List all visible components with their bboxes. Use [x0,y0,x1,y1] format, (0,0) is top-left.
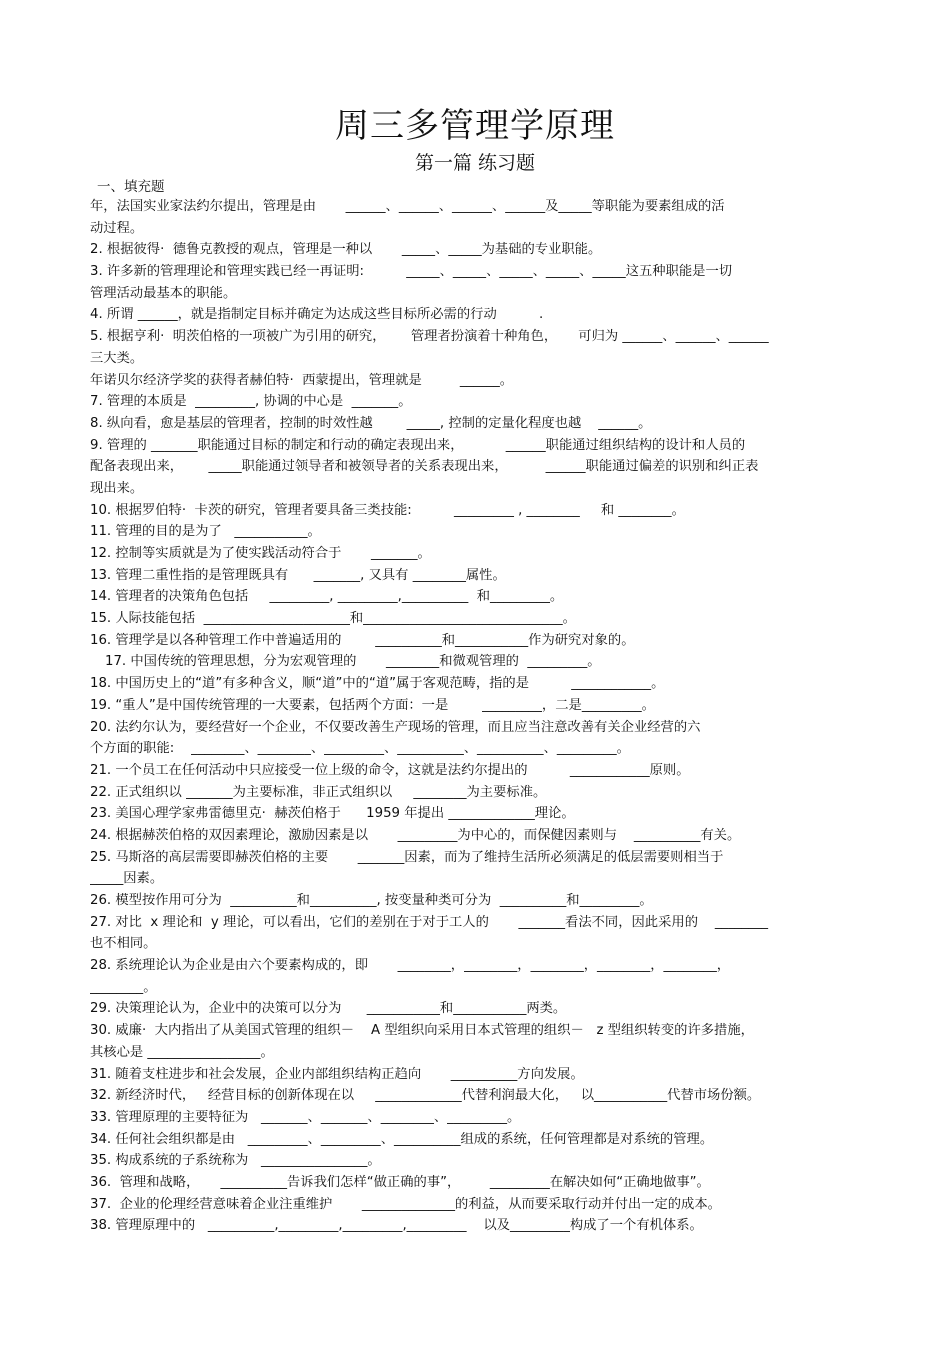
question-line: 2. 根据彼得· 德鲁克教授的观点，管理是一种以 _____、_____为基础的专业职能。 [90,242,602,258]
question-line: 13. 管理二重性指的是管理既具有 _______, 又具有 ________属性。 [90,567,506,583]
section-heading: 一、填充题 [97,179,165,195]
question-line: 25. 马斯洛的高层需要即赫茨伯格的主要 _______因素，而为了维持生活所必须满足的低层需要则相当于 [90,849,724,865]
question-line: 33. 管理原理的主要特征为 _______、_______、________、_________。 [90,1109,521,1125]
question-line: 个方面的职能: ________、________、_________、__________、__________、_________。 [90,741,630,757]
question-line: 3. 许多新的管理理论和管理实践已经一再证明: _____、_____、_____、_____、_____这五种职能是一切 [90,264,733,280]
question-line: 37. 企业的伦理经营意味着企业注重维护 ______________的利益，从而要采取行动并付出一定的成本。 [90,1196,721,1212]
question-line: 12. 控制等实质就是为了使实践活动符合于 _______。 [90,546,431,561]
question-line: 20. 法约尔认为，要经营好一个企业，不仅要改善生产现场的管理，而且应当注意改善有关企业经营的六 [90,719,701,735]
document-subtitle: 第一篇 练习题 [414,152,536,174]
question-line: 22. 正式组织以 _______为主要标准，非正式组织以 ________为主要标准。 [90,784,547,800]
question-line: 28. 系统理论认为企业是由六个要素构成的，即 ________，________，________，________，________， [90,958,731,974]
question-line: 9. 管理的 _______职能通过目标的制定和行动的确定表现出来， ______职能通过组织结构的设计和人员的 [90,437,746,453]
question-line: _____因素。 [90,871,164,887]
question-line: 现出来。 [90,480,144,496]
question-line: 配备表现出来， _____职能通过领导者和被领导者的关系表现出来， ______职能通过偏差的识别和纠正表 [90,459,759,475]
question-line: 年诺贝尔经济学奖的获得者赫伯特· 西蒙提出，管理就是 ______。 [90,372,514,388]
question-line: 24. 根据赫茨伯格的双因素理论，激励因素是以 _________为中心的，而保健因素则与 __________有关。 [90,827,741,843]
question-line: 其核心是 _________________。 [90,1044,274,1060]
question-line: 16. 管理学是以各种管理工作中普遍适用的 __________和___________作为研究对象的。 [90,632,635,648]
question-line: 15. 人际技能包括 ______________________和______________________________。 [90,611,576,627]
question-line: 也不相同。 [90,936,157,952]
question-line: 19. “重人”是中国传统管理的一大要素，包括两个方面：一是 _________，二是_________。 [90,697,655,713]
question-line: 32. 新经济时代， 经营目标的创新体现在以 _____________代替利润最大化， 以___________代替市场份额。 [90,1088,761,1104]
question-line: 动过程。 [90,220,144,236]
question-line: 8. 纵向看，愈是基层的管理者，控制的时效性越 _____, 控制的定量化程度也越 ______。 [90,415,652,431]
question-line: 38. 管理原理中的 __________,_________,_________,_________ 以及_________构成了一个有机体系。 [90,1218,703,1234]
question-line: 30. 威廉· 大内指出了从美国式管理的组织－ A 型组织向采用日本式管理的组织－ z 型组织转变的许多措施， [90,1023,754,1039]
question-line: 36. 管理和战略， __________告诉我们怎样“做正确的事”， _________在解决如何“正确地做事”。 [90,1174,710,1190]
question-line: 管理活动最基本的职能。 [90,285,237,301]
question-line: 31. 随着支柱进步和社会发展，企业内部组织结构正趋向 __________方向发展。 [90,1066,584,1082]
question-line: 7. 管理的本质是 _________, 协调的中心是 _______。 [90,394,412,410]
question-line: 23. 美国心理学家弗雷德里克· 赫茨伯格于 1959 年提出 _____________理论。 [90,806,575,822]
question-line: 4. 所谓 ______，就是指制定目标并确定为达成这些目标所必需的行动 . [90,307,544,323]
question-line: 21. 一个员工在任何活动中只应接受一位上级的命令，这就是法约尔提出的 ____________原则。 [90,762,690,778]
question-line: 26. 模型按作用可分为 __________和__________, 按变量种类可分为 __________和_________。 [90,893,653,908]
document-title: 周三多管理学原理 [335,106,615,146]
question-line: ________。 [90,979,157,995]
question-line: 10. 根据罗伯特· 卡茨的研究，管理者要具备三类技能: _________ , ________ 和 ________。 [90,502,685,518]
question-line: 5. 根据亨利· 明茨伯格的一项被广为引用的研究， 管理者扮演着十种角色， 可归为 ______、______、______ [90,329,769,345]
question-line: 18. 中国历史上的“道”有多种含义，顺“道”中的“道”属于客观范畴，指的是 ____________。 [90,676,665,692]
question-line: 34. 任何社会组织都是由 _________、_________、__________组成的系统，任何管理都是对系统的管理。 [90,1131,714,1147]
question-line: 29. 决策理论认为，企业中的决策可以分为 ___________和___________两类。 [90,1001,567,1017]
question-line: 11. 管理的目的是为了 ___________。 [90,524,321,540]
question-line: 35. 构成系统的子系统称为 ________________。 [90,1153,381,1169]
question-line: 三大类。 [90,350,144,366]
question-line: 17. 中国传统的管理思想，分为宏观管理的 ________和微观管理的 _________。 [105,654,601,670]
question-list [90,196,860,1237]
question-line: 27. 对比 x 理论和 y 理论，可以看出，它们的差别在于对于工人的 _______看法不同，因此采用的 ________ [90,914,769,930]
question-line: 年，法国实业家法约尔提出，管理是由 ______、______、______、______及_____等职能为要素组成的活 [90,199,725,214]
question-line: 14. 管理者的决策角色包括 _________, _________,__________ 和_________。 [90,589,564,605]
